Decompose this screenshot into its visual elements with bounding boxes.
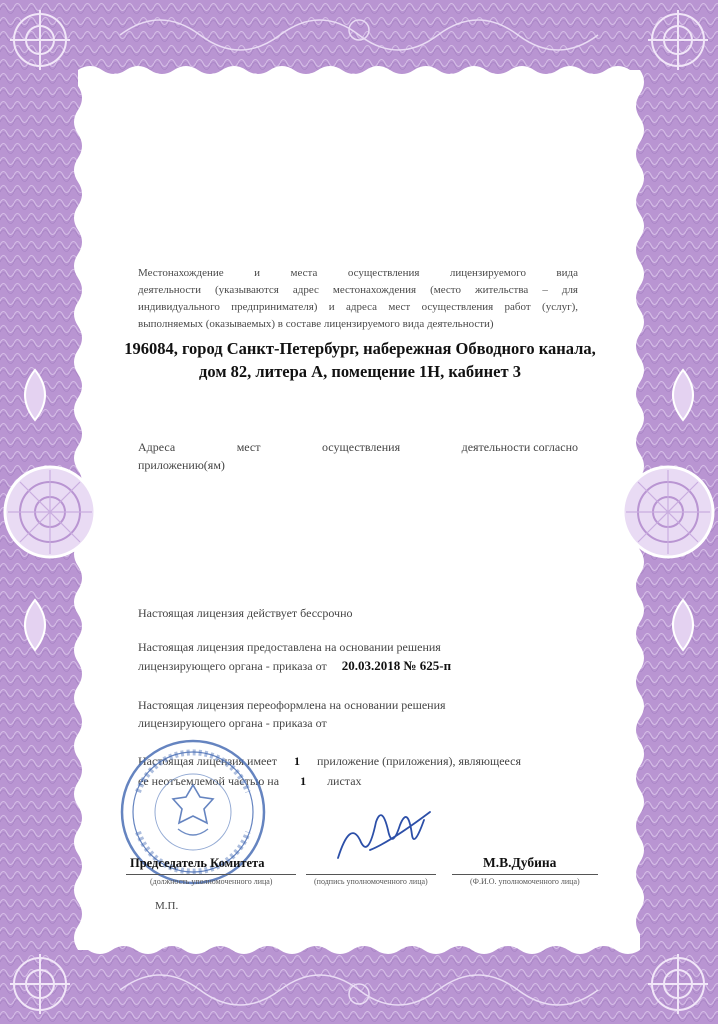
caption-position: (должность уполномоченного лица) — [150, 877, 273, 886]
signer-position: Председатель Комитета — [130, 856, 265, 870]
reissued-line-1: Настоящая лицензия переоформлена на основании решения — [138, 698, 446, 712]
validity-text: Настоящая лицензия действует бессрочно — [138, 606, 353, 620]
granted-order-value: 20.03.2018 № 625-п — [341, 658, 452, 673]
signer-name: М.В.Дубина — [483, 855, 557, 870]
position-underline — [126, 874, 296, 875]
handwritten-signature-icon — [330, 800, 440, 870]
sheets-prefix: ее неотъемлемой частью на — [138, 774, 280, 788]
reissued-line-2: лицензирующего органа - приказа от — [138, 716, 327, 730]
caption-signature: (подпись уполномоченного лица) — [314, 877, 428, 886]
according-word: деятельности согласно — [461, 440, 578, 454]
addresses-word: Адреса — [138, 440, 176, 454]
signature-underline — [306, 874, 436, 875]
sheets-count: 1 — [300, 774, 307, 788]
address-line-1: 196084, город Санкт-Петербург, набережная Обводного канала, — [124, 339, 596, 358]
location-caption-line-4: выполняемых (оказываемых) в составе лицензируемого вида деятельности) — [138, 318, 494, 330]
addresses-appendix-line-2: приложению(ям) — [138, 458, 225, 472]
granted-line-2 — [138, 658, 451, 674]
places-word: мест — [236, 440, 261, 454]
caption-name: (Ф.И.О. уполномоченного лица) — [470, 877, 580, 886]
appendix-count: 1 — [293, 754, 300, 768]
appendix-suffix: приложение (приложения), являющееся — [316, 754, 522, 768]
appendix-prefix: Настоящая лицензия имеет — [138, 754, 277, 768]
granted-order-prefix: лицензирующего органа - приказа от — [138, 659, 327, 673]
seal-place-label: М.П. — [155, 900, 179, 912]
sheets-suffix: листах — [327, 774, 362, 788]
location-caption-line-1: Местонахождение и места осуществления лицензируемого вида — [138, 267, 578, 279]
location-caption-line-3: индивидуального предпринимателя) и адреса мест осуществления работ (услуг), — [138, 301, 578, 313]
name-underline — [452, 874, 598, 875]
addresses-appendix-line-1 — [138, 440, 578, 455]
address-line-2: дом 82, литера А, помещение 1Н, кабинет 3 — [199, 362, 521, 381]
granted-line-1: Настоящая лицензия предоставлена на основании решения — [138, 640, 441, 654]
location-caption-line-2: деятельности (указываются адрес местонахождения (место жительства – для — [138, 284, 578, 296]
activity-word: осуществления — [322, 440, 401, 454]
